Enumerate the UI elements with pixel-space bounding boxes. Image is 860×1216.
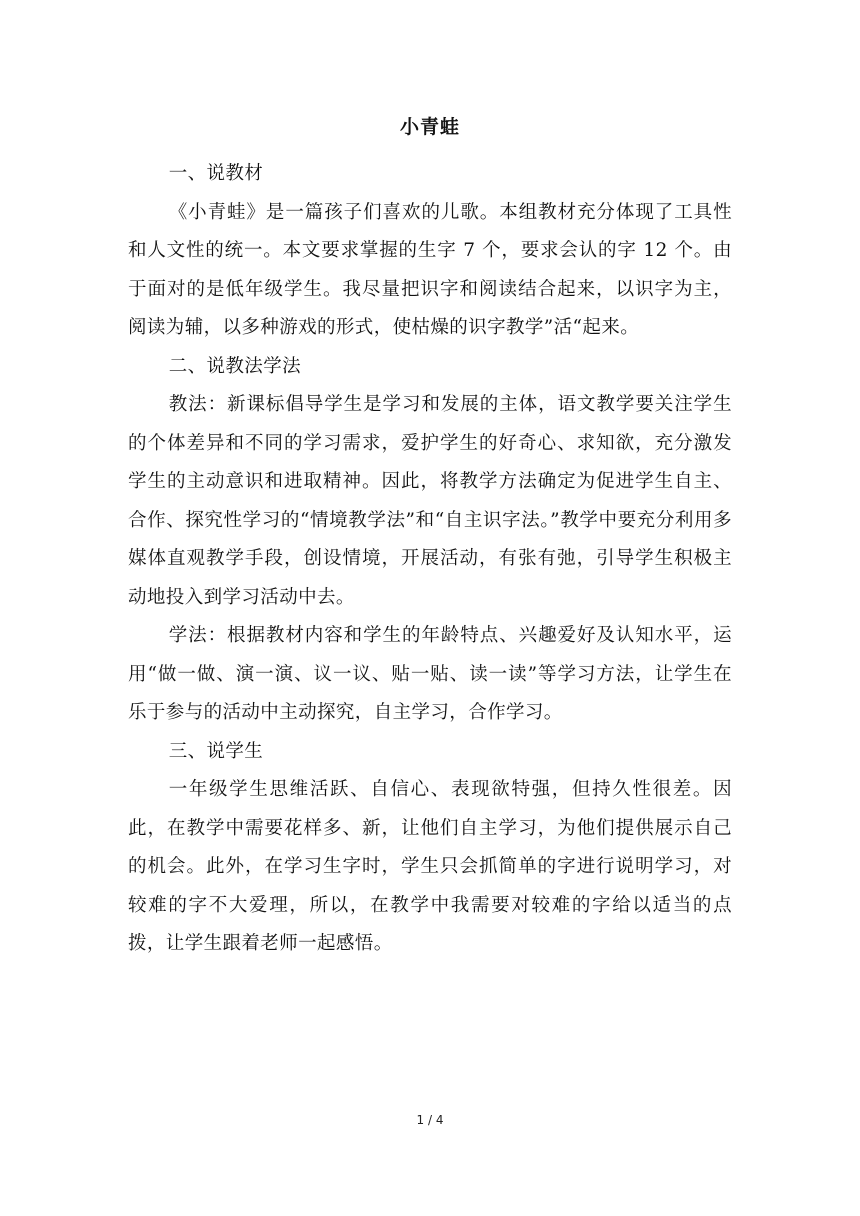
paragraph-teaching-method: 教法：新课标倡导学生是学习和发展的主体，语文教学要关注学生的个体差异和不同的学习需求，爱护学生的好奇心、求知欲，充分激发学生的主动意识和进取精神。因此，将教学方法确定为促进学生自主、合作、探究性学习的“情境教学法”和“自主识字法。”教学中要充分利用多媒体直观教学手段，创设情境，开展活动，有张有弛，引导学生积极主动地投入到学习活动中去。 [128,394,732,608]
page-number: 1 / 4 [416,1113,444,1127]
document-body [128,155,732,964]
paragraph-learning-method: 学法：根据教材内容和学生的年龄特点、兴趣爱好及认知水平，运用“做一做、演一演、议一议、贴一贴、读一读”等学习方法，让学生在乐于参与的活动中主动探究，自主学习，合作学习。 [128,625,732,723]
document-title: 小青蛙 [399,116,460,138]
section-heading-students: 三、说学生 [168,740,264,762]
section-heading-textbook: 一、说教材 [168,163,264,184]
paragraph-textbook: 《小青蛙》是一篇孩子们喜欢的儿歌。本组教材充分体现了工具性和人文性的统一。本文要求掌握的生字 7 个，要求会认的字 12 个。由于面对的是低年级学生。我尽量把识字和阅读结合起来，以识字为主，阅读为辅，以多种游戏的形式，使枯燥的识字教学”活“起来。 [128,201,732,338]
section-heading-methods: 二、说教法学法 [168,355,301,377]
paragraph-students: 一年级学生思维活跃、自信心、表现欲特强，但持久性很差。因此，在教学中需要花样多、新，让他们自主学习，为他们提供展示自己的机会。此外，在学习生字时，学生只会抓简单的字进行说明学习，对较难的字不大爱理，所以，在教学中我需要对较难的字给以适当的点拨，让学生跟着老师一起感悟。 [128,779,732,954]
